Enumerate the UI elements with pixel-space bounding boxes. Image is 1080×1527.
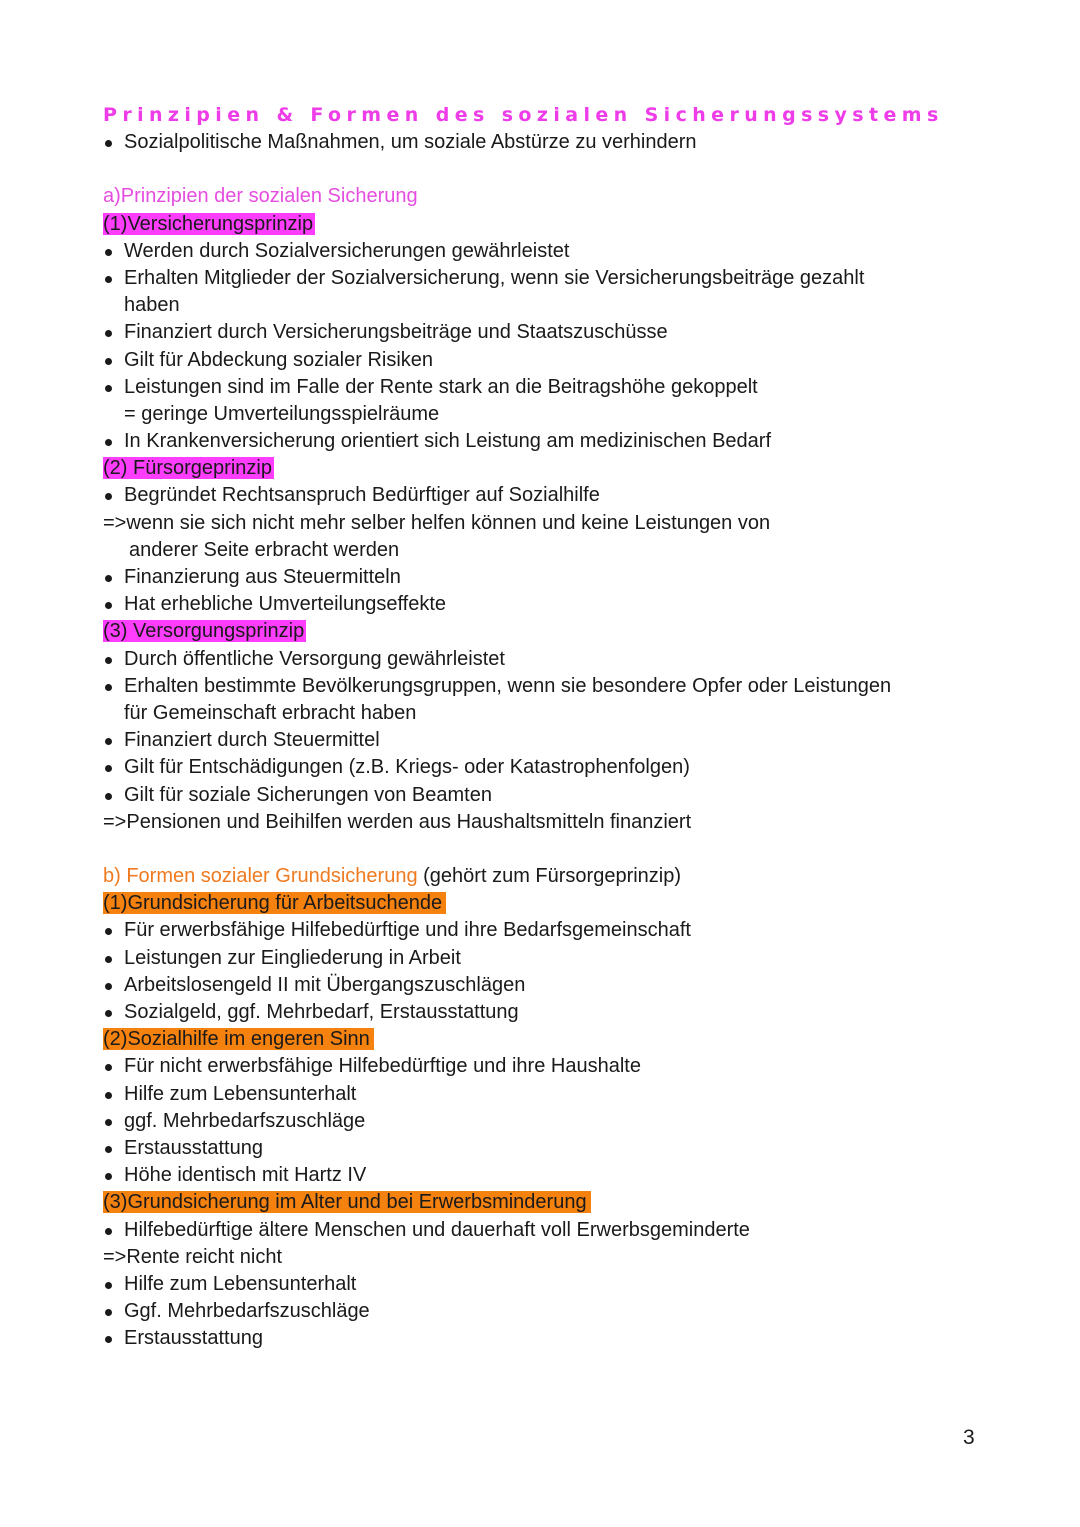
section-b-heading-line: [103, 863, 983, 890]
section-b-heading: b) Formen sozialer Grundsicherung: [103, 865, 418, 888]
list-item-continuation: haben: [124, 294, 180, 317]
list-item: Gilt für Abdeckung sozialer Risiken: [103, 347, 983, 374]
list-item: Leistungen sind im Falle der Rente stark an die Beitragshöhe gekoppelt: [103, 374, 983, 401]
list-item: Leistungen zur Eingliederung in Arbeit: [103, 945, 983, 972]
spacer: [103, 156, 983, 183]
arrow-note: =>wenn sie sich nicht mehr selber helfen können und keine Leistungen von: [103, 511, 771, 534]
principle-3-heading: (3) Versorgungsprinzip: [103, 620, 305, 643]
page-title: Prinzipien & Formen des sozialen Sicherungssystems: [103, 104, 944, 126]
list-item: Sozialgeld, ggf. Mehrbedarf, Erstausstattung: [103, 999, 983, 1026]
list-item: Werden durch Sozialversicherungen gewährleistet: [103, 238, 983, 265]
section-a-heading: a)Prinzipien der sozialen Sicherung: [103, 185, 418, 208]
arrow-note: =>Rente reicht nicht: [103, 1245, 282, 1268]
list-item: ggf. Mehrbedarfszuschläge: [103, 1108, 983, 1135]
list-item: Erstausstattung: [103, 1135, 983, 1162]
form-3-heading: (3)Grundsicherung im Alter und bei Erwerbsminderung: [103, 1191, 591, 1213]
list-item: Erhalten Mitglieder der Sozialversicherung, wenn sie Versicherungsbeiträge gezahlt: [103, 265, 983, 292]
list-item: Hat erhebliche Umverteilungseffekte: [103, 591, 983, 618]
list-item: Hilfe zum Lebensunterhalt: [103, 1271, 983, 1298]
list-item: Hilfebedürftige ältere Menschen und dauerhaft voll Erwerbsgeminderte: [103, 1217, 983, 1244]
principle-2-heading: (2) Fürsorgeprinzip: [103, 457, 272, 480]
list-item: Durch öffentliche Versorgung gewährleistet: [103, 646, 983, 673]
list-item-continuation: = geringe Umverteilungsspielräume: [124, 402, 440, 425]
list-item: Hilfe zum Lebensunterhalt: [103, 1081, 983, 1108]
page-number: 3: [963, 1426, 975, 1449]
list-item: Für erwerbsfähige Hilfebedürftige und ihre Bedarfsgemeinschaft: [103, 917, 983, 944]
list-item: Gilt für soziale Sicherungen von Beamten: [103, 782, 983, 809]
form-2-heading: (2)Sozialhilfe im engeren Sinn: [103, 1028, 374, 1050]
list-item: Erhalten bestimmte Bevölkerungsgruppen, wenn sie besondere Opfer oder Leistungen: [103, 673, 983, 700]
intro-bullet: Sozialpolitische Maßnahmen, um soziale Abstürze zu verhindern: [103, 129, 983, 156]
list-item: Höhe identisch mit Hartz IV: [103, 1162, 983, 1189]
list-item: Begründet Rechtsanspruch Bedürftiger auf Sozialhilfe: [103, 482, 983, 509]
list-item-continuation: für Gemeinschaft erbracht haben: [124, 701, 417, 724]
section-b-note: (gehört zum Fürsorgeprinzip): [417, 865, 682, 888]
form-1-heading: (1)Grundsicherung für Arbeitsuchende: [103, 892, 446, 914]
list-item: Ggf. Mehrbedarfszuschläge: [103, 1298, 983, 1325]
list-item: Gilt für Entschädigungen (z.B. Kriegs- oder Katastrophenfolgen): [103, 754, 983, 781]
list-item: Finanzierung aus Steuermitteln: [103, 564, 983, 591]
list-item: In Krankenversicherung orientiert sich Leistung am medizinischen Bedarf: [103, 428, 983, 455]
document-page: [103, 102, 983, 1352]
list-item: Finanziert durch Versicherungsbeiträge und Staatszuschüsse: [103, 319, 983, 346]
list-item: Für nicht erwerbsfähige Hilfebedürftige und ihre Haushalte: [103, 1053, 983, 1080]
principle-1-heading: (1)Versicherungsprinzip: [103, 212, 314, 235]
arrow-note-continuation: anderer Seite erbracht werden: [129, 538, 400, 561]
list-item: Erstausstattung: [103, 1325, 983, 1352]
arrow-note: =>Pensionen und Beihilfen werden aus Haushaltsmitteln finanziert: [103, 810, 692, 833]
list-item: Arbeitslosengeld II mit Übergangszuschlägen: [103, 972, 983, 999]
spacer: [103, 836, 983, 863]
list-item: Finanziert durch Steuermittel: [103, 727, 983, 754]
